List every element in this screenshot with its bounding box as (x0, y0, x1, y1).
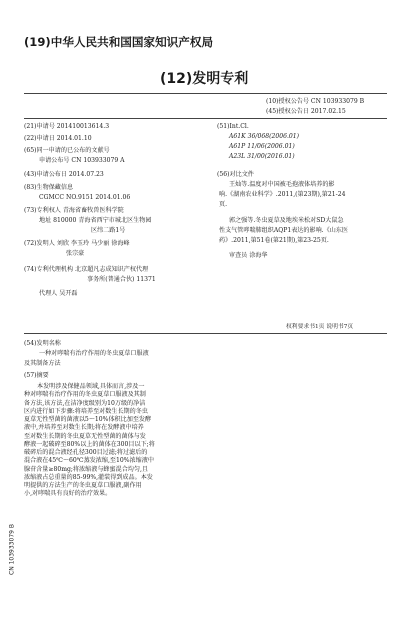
abstract-line: 本发明涉及保健品领域,具体而言,涉及一 (37, 383, 145, 390)
same-application-title: (65)同一申请的已公布的文献号 (24, 147, 110, 154)
application-number: (21)申请号 201410013614.3 (24, 123, 110, 130)
grant-number: (10)授权公告号 CN 103933079 B (266, 98, 365, 105)
bottom-rule (24, 333, 387, 334)
abstract-label: (57)摘要 (24, 372, 49, 379)
address-line-2: 区纬二路1号 (91, 227, 126, 234)
inventors-line-1: (72)发明人 刘欣 李玉玲 马少丽 徐海峰 (24, 240, 130, 247)
reference-1-line-3: 页. (219, 201, 228, 208)
reference-2-line-1: 郭之强等.冬虫夏草及地埃米松对SD大鼠急 (229, 217, 344, 224)
mid-rule (24, 118, 387, 119)
abstract-line: 腺苷含量≥80mg;将浓缩液与蜂蜜混合均匀,且 (24, 465, 149, 473)
side-document-code: CN 103933079 B (8, 524, 16, 575)
abstract-line: 夏草无性型菌的菌液以5～10%体积比加至发酵 (24, 416, 152, 423)
agency-line-1: (74)专利代理机构 北京超凡志成知识产权代理 (24, 266, 149, 273)
int-cl-2: A61P 11/06(2006.01) (229, 143, 295, 150)
int-cl-1: A61K 36/068(2006.01) (229, 133, 300, 140)
same-application-value: 申请公布号 CN 103933079 A (39, 157, 125, 164)
invention-title-line-1: 一种对哮喘有治疗作用的冬虫夏草口服液 (39, 350, 149, 357)
abstract-line: 备方法,该方法,在洁净度级别为10万级的净洁 (24, 399, 146, 407)
invention-title-label: (54)发明名称 (24, 340, 61, 347)
reference-1-line-2: 响.《湖南农业科学》.2011,(第23期),第21-24 (219, 191, 346, 198)
grant-date: (45)授权公告日 2017.02.15 (266, 108, 346, 115)
abstract-line: 酵液一起破碎至80%以上的菌体在300目以下;将 (24, 440, 155, 448)
abstract-line: 区内进行如下步骤:将培养至对数生长期的冬虫 (24, 407, 148, 415)
patentee: (73)专利权人 青海省畜牧兽医科学院 (24, 207, 124, 214)
agent: 代理人 吴开磊 (39, 290, 78, 297)
inventors-line-2: 张宗豪 (66, 250, 85, 257)
reference-1-line-1: 王灿等.温度对中国被毛孢液体培养的影 (229, 181, 335, 188)
reference-2-line-3: 药》.2011,第51卷(第21期),第23-25页. (219, 237, 329, 244)
abstract-body (24, 383, 155, 499)
abstract-line: 混合液在45℃～60℃蒸发浓缩,至10%浓缩液中 (24, 457, 154, 465)
invention-title-line-2: 及其制备方法 (24, 360, 61, 367)
deposit-value: CGMCC NO.9151 2014.01.06 (39, 194, 131, 201)
abstract-line: 小,对哮喘具有良好的治疗效果。 (24, 490, 112, 498)
address-line-1: 地址 810000 青海省西宁市城北区生物园 (39, 217, 152, 224)
document-type: (12)发明专利 (160, 71, 249, 87)
abstract-line: 至对数生长期的冬虫夏草无性型菌的菌体与发 (24, 432, 146, 440)
abstract-line: 破碎后的混合液经孔径300目过滤;将过滤后的 (24, 449, 148, 456)
examiner: 审查员 涂海华 (229, 252, 268, 259)
references-title: (56)对比文件 (217, 171, 254, 178)
abstract-line: 种对哮喘有治疗作用的冬虫夏草口服液及其制 (24, 391, 146, 399)
abstract-line: 液中,并培养至对数生长期;将在发酵液中培养 (24, 424, 144, 432)
top-rule (24, 93, 387, 94)
application-date: (22)申请日 2014.01.10 (24, 135, 92, 142)
reference-2-line-2: 性支气管哮喘肺组织AQP1表达的影响.《山东医 (219, 227, 348, 234)
publication-date: (43)申请公布日 2014.07.23 (24, 171, 104, 178)
int-cl-3: A23L 31/00(2016.01) (229, 153, 295, 160)
int-cl-title: (51)Int.Cl. (217, 123, 249, 130)
abstract-line: 明提供的方法生产的冬虫夏草口服液,副作用 (24, 482, 142, 489)
office-name: (19)中华人民共和国国家知识产权局 (24, 35, 214, 49)
agency-line-2: 事务所(普通合伙) 11371 (87, 276, 156, 283)
abstract-line: 浓缩液占总重量的85-99%,灌装得到成品。本发 (24, 473, 153, 481)
page-count: 权利要求书1页 说明书7页 (286, 324, 354, 330)
deposit-title: (83)生物保藏信息 (24, 184, 74, 191)
